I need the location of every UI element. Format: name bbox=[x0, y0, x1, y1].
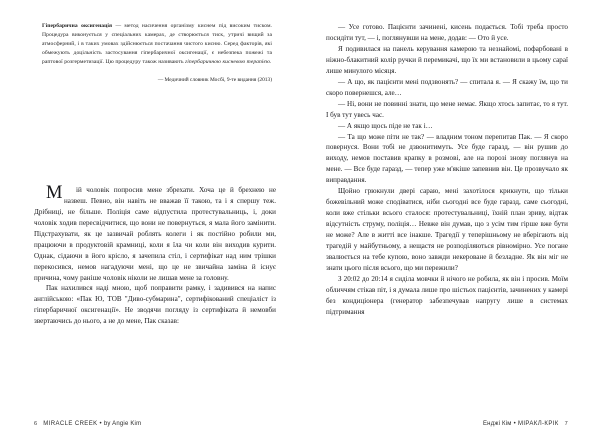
footer-book-title: MIRACLE CREEK bbox=[43, 421, 98, 427]
paragraph-opening bbox=[34, 182, 276, 284]
page-number-right: 7 bbox=[564, 421, 568, 427]
epigraph-term: Гіпербарична оксигенація bbox=[42, 23, 113, 29]
footer-separator-dot: • bbox=[513, 421, 516, 427]
paragraph-text: — А що, як пацієнти мені подзвонять? — спитала я. — Я скажу їм, що ти скоро повернешся, але… bbox=[326, 77, 568, 97]
paragraph-text: З 20:02 до 20:14 я сиділа мовчки й нічого не робила, як він і просив. Моїм обличчям стікав піт, і я думала лише про шістьох пацієнтів, зачинених у камері без кондиціонера (генератор забезпечував напругу лише в системах підтримання bbox=[326, 274, 568, 316]
footer-left bbox=[34, 421, 141, 427]
paragraph-text: Я подивилася на панель керування камерою та незнайомі, пофарбовані в ніжно-блакитний колір ручки й перемикачі, що їх ми встановили в цьому сараї лише минулого місяця. bbox=[326, 44, 568, 75]
footer-author: Енджі Кім bbox=[482, 421, 512, 427]
drop-cap: М bbox=[46, 182, 63, 203]
footer-separator-dot: • bbox=[99, 421, 102, 427]
paragraph-text: — Та що може піти не так? — владним тоном перепитав Пак. — Я скоро повернуся. Вони тобі не дзвонитимуть. Усе буде гаразд, — він рушив до виходу, немов поставив крапку в розмові, але на порозі знову поглянув на мене. — Все буде гаразд, — тепер уже м'якіше запевнив він. Це прозвучало як виправдання. bbox=[326, 132, 568, 185]
paragraph-text: Пак нахилився наді мною, щоб поправити рамку, і задивився на напис англійською: «Пак Ю, ТОВ "Диво-субмарина", сертифікований спеціаліст із гіпербаричної оксигенації». Не зводячи погляду із сертифіката й немовби звертаючись до нього, а не до мене, Пак сказав: bbox=[34, 284, 276, 326]
paragraph-text: — Ні, вони не повинні знати, що мене немає. Якщо хтось запитає, то я тут. І був тут увесь час. bbox=[326, 99, 568, 119]
epigraph-definition bbox=[34, 22, 276, 67]
paragraph-text: — Усе готово. Пацієнти зачинені, кисень подається. Тобі треба просто посидіти тут, — і, поглянувши на мене, додав: — Ото й усе. bbox=[326, 23, 568, 42]
right-body-column bbox=[326, 22, 568, 318]
page-number-left: 6 bbox=[34, 421, 38, 427]
epigraph-body: — метод насичення організму киснем під високим тиском. Процедура виконується у спеціальних камерах, де створюється тиск, утричі вищий за атмосферний, і в таких умовах здійснюється постачання чистого кисню. Серед факторів, які обмежують доцільність застосування гіпербаричної оксигенації, є небезпека пожежі та раптової розгерметизації. Цю процедуру також називають bbox=[42, 23, 272, 66]
footer-right bbox=[483, 421, 568, 427]
paragraph-text: Щойно грюкнули двері сараю, мені захотілося крикнути, що тільки божевільний може сподіватися, ніби сьогодні все буде гаразд, саме сьогодні, коли вже стільки всього сталося: протестувальниці, їхній план зриву, відтак відсутність струму, поліція… Невже він думав, що з усім тим гірше вже бути не може? Але в житті все інакше. Трагедії у теперішньому не вберігають від трагедій у майбутньому, а нещастя не розподіляються рівномірно. Усе погане звалюється на тебе купою, воно завжди некероване й безладне. Як він міг не знати цього після всього, що ми пережили? bbox=[326, 187, 568, 272]
paragraph-text: — А якщо щось піде не так і… bbox=[338, 121, 433, 130]
epigraph-italic-tail: гіпербаричною кисневою терапією. bbox=[185, 59, 272, 66]
footer-book-title: МІРАКЛ-КРІК bbox=[517, 421, 559, 427]
right-page bbox=[300, 0, 600, 441]
paragraph-text: ій чоловік попросив мене збрехати. Хоча це й брехнею не назвеш. Певно, він навіть не вважав її такою, та і я спершу теж. Дрібниці, не більше. Поліція саме відпустила протестувальниць, і, доки чоловік ходив пересвідчитися, що вони не повернуться, я мала його замінити. Підстрахувати, як це зазвичай роблять колеги і як постійно робили ми, працюючи в продуктовій крамниці, коли я їла чи коли він виходив курити. Однак, сідаючи в його крісло, я зачепила стіл, і сертифікат над ним трішки перекосився, немов нагадуючи мені, що це не звичайна заміна й існує причина, чому раніше чоловік ніколи не лишав мене за головну. bbox=[34, 185, 276, 282]
footer-author: by Angie Kim bbox=[103, 421, 142, 427]
left-body-column bbox=[34, 182, 276, 327]
epigraph-source: — Медичний словник Мосбі, 9-те видання (2013) bbox=[157, 77, 272, 84]
